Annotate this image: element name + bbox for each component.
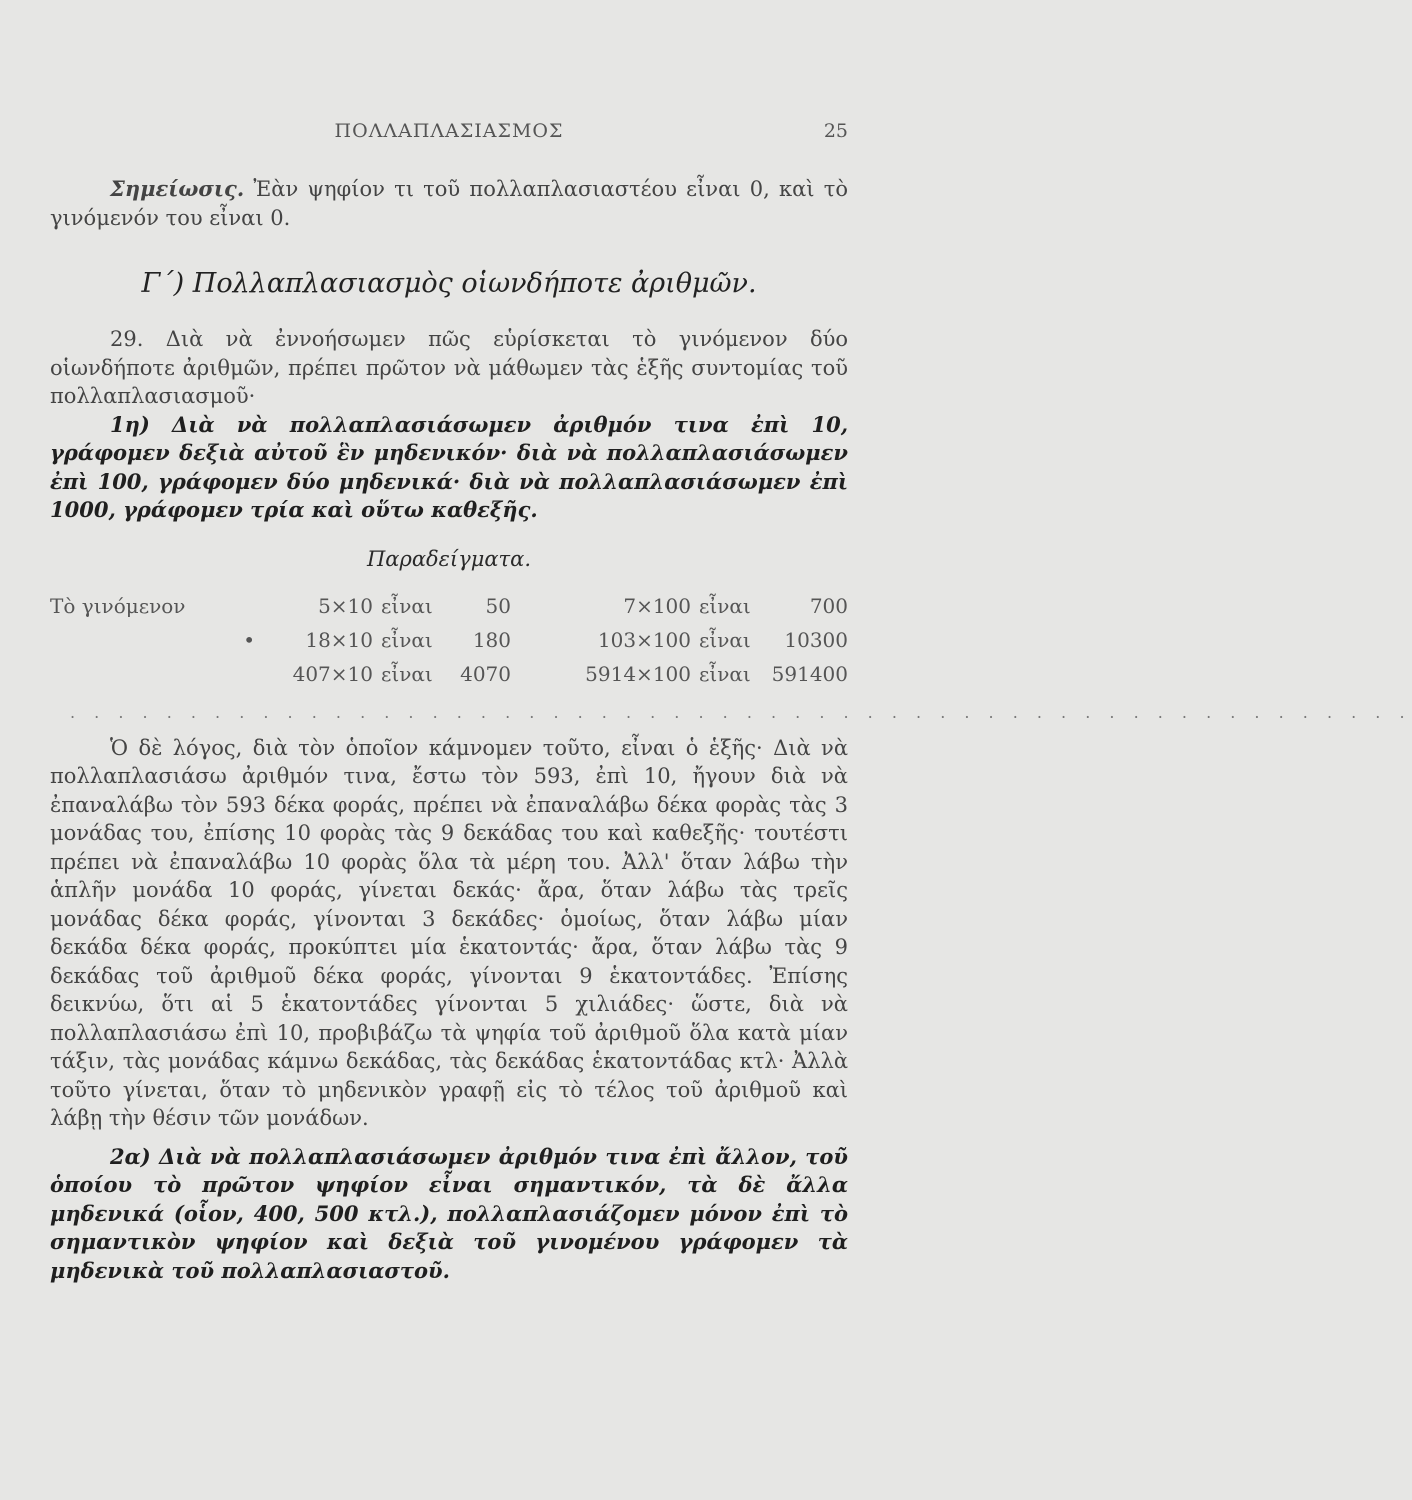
result: 591400 [771,661,848,686]
row-marker: • [243,627,255,652]
expression: 7×100 [623,593,691,618]
result: 180 [472,627,511,652]
note-text: Ἐὰν ψηφίον τι τοῦ πολλαπλασιαστέου εἶναι 0, καὶ τὸ γινόμενόν του εἶναι 0. [50,177,848,230]
result: 10300 [784,627,848,652]
paragraph-29: 29. Διὰ νὰ ἐννοήσωμεν πῶς εὑρίσκεται τὸ γινόμενον δύο οἱωνδήποτε ἀριθμῶν, πρέπει πρῶτον νὰ μάθωμεν τὰς ἑξῆς συντομίας τοῦ πολλαπλασιασμοῦ· [50,327,848,408]
equals-word: εἶναι [381,661,433,686]
examples-table [50,589,848,691]
running-title: ΠΟΛΛΑΠΛΑΣΙΑΣΜΟΣ [334,120,564,142]
examples-lead: Τὸ γινόμενον [50,593,186,618]
equals-word: εἶναι [699,627,751,652]
dotted-separator: . . . . . . . . . . . . . . . . . . . . . . . . . . . . . . . . . . . . . . . . . . . . . . . . . . . . . . . . [70,702,1412,722]
page-header [50,120,848,154]
example-row [50,623,848,657]
section-heading: Γ΄) Πολλαπλασιασμὸς οἱωνδήποτε ἀριθμῶν. [141,268,757,299]
equals-word: εἶναι [699,661,751,686]
note-label: Σημείωσις. [110,176,245,201]
examples-heading: Παραδείγματα. [366,546,532,571]
row-marker [50,657,263,691]
result: 50 [485,593,511,618]
rule-2: 2α) Διὰ νὰ πολλαπλασιάσωμεν ἀριθμόν τινα ἐπὶ ἄλλον, τοῦ ὁποίου τὸ πρῶτον ψηφίον εἶναι σημαντικόν, τὰ δὲ ἄλλα μηδενικά (οἷον, 400, 500 κτλ.), πολλαπλασιάζομεν μόνον ἐπὶ τὸ σημαντικὸν ψηφίον καὶ δεξιὰ τοῦ γινομένου γράφομεν τὰ μηδενικὰ τοῦ πολλαπλασιαστοῦ. [50,1143,848,1283]
result: 700 [809,593,848,618]
expression: 103×100 [597,627,691,652]
equals-word: εἶναι [381,627,433,652]
expression: 407×10 [292,661,373,686]
expression: 18×10 [305,627,373,652]
result: 4070 [460,661,511,686]
example-row [50,589,848,623]
explanation-paragraph: Ὁ δὲ λόγος, διὰ τὸν ὁποῖον κάμνομεν τοῦτο, εἶναι ὁ ἑξῆς· Διὰ νὰ πολλαπλασιάσω ἀριθμόν τινα, ἔστω τὸν 593, ἐπὶ 10, ἤγουν διὰ νὰ ἐπαναλάβω τὸν 593 δέκα φοράς, πρέπει νὰ ἐπαναλάβω δέκα φορὰς τὰς 3 μονάδας του, ἐπίσης 10 φορὰς τὰς 9 δεκάδας του καὶ καθεξῆς· τουτέστι πρέπει νὰ ἐπαναλάβω 10 φορὰς ὅλα τὰ μέρη του. Ἀλλ' ὅταν λάβω τὴν ἁπλῆν μονάδα 10 φοράς, γίνεται δεκάς· ἄρα, ὅταν λάβω τὰς τρεῖς μονάδας δέκα φοράς, γίνονται 3 δεκάδες· ὁμοίως, ὅταν λάβω μίαν δεκάδα δέκα φοράς, προκύπτει μία ἑκατοντάς· ἄρα, ὅταν λάβω τὰς 9 δεκάδας τοῦ ἀριθμοῦ δέκα φοράς, γίνονται 9 ἑκατοντάδες. Ἐπίσης δεικνύω, ὅτι αἱ 5 ἑκατοντάδες γίνονται 5 χιλιάδες· ὥστε, διὰ νὰ πολλαπλασιάσω ἐπὶ 10, προβιβάζω τὰ ψηφία τοῦ ἀριθμοῦ ὅλα κατὰ μίαν τάξιν, τὰς μονάδας κάμνω δεκάδας, τὰς δεκάδας ἑκατοντάδας κτλ· Ἀλλὰ τοῦτο γίνεται, ὅταν τὸ μηδενικὸν γραφῇ εἰς τὸ τέλος τοῦ ἀριθμοῦ καὶ λάβῃ τὴν θέσιν τῶν μονάδων. [50,735,848,1130]
page-number: 25 [823,120,848,142]
page-body [50,175,1412,1285]
rule-1: 1η) Διὰ νὰ πολλαπλασιάσωμεν ἀριθμόν τινα ἐπὶ 10, γράφομεν δεξιὰ αὐτοῦ ἓν μηδενικόν· διὰ νὰ πολλαπλασιάσωμεν ἐπὶ 100, γράφομεν δύο μηδενικά· διὰ νὰ πολλαπλασιάσωμεν ἐπὶ 1000, γράφομεν τρία καὶ οὕτω καθεξῆς. [50,411,848,522]
example-row [50,657,848,691]
expression: 5×10 [318,593,373,618]
note-paragraph [50,175,848,232]
equals-word: εἶναι [381,593,433,618]
equals-word: εἶναι [699,593,751,618]
expression: 5914×100 [585,661,691,686]
